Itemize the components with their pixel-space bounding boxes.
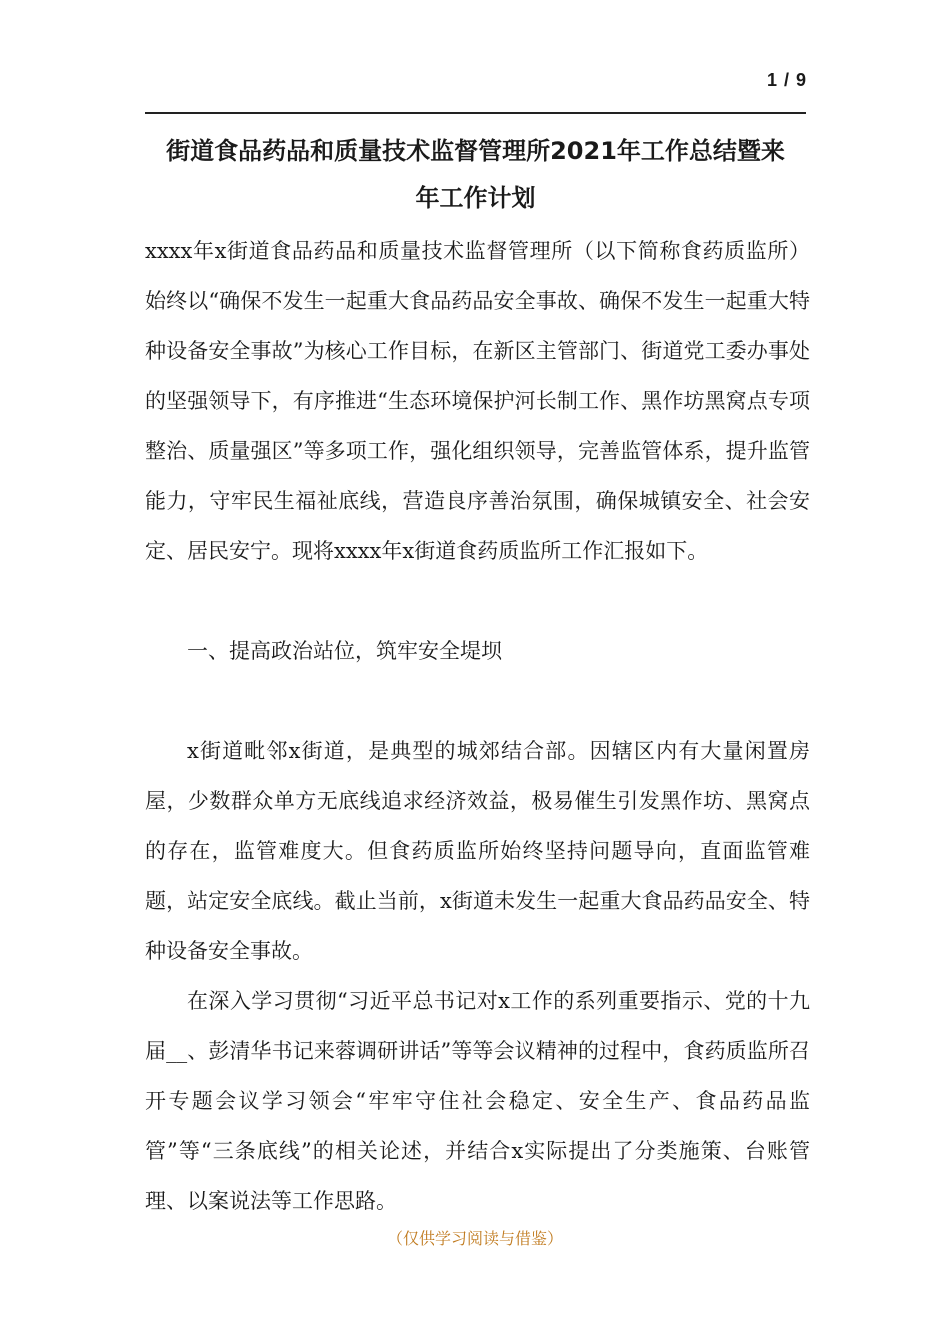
intro-paragraph: xxxx年x街道食品药品和质量技术监督管理所（以下简称食药质监所）始终以“确保不发生一起重大食品药品安全事故、确保不发生一起重大特种设备安全事故”为核心工作目标，在新区主管部门、街道党工委办事处的坚强领导下，有序推进“生态环境保护河长制工作、黑作坊黑窝点专项整治、质量强区”等多项工作，强化组织领导，完善监管体系，提升监管能力，守牢民生福祉底线，营造良序善治氛围，确保城镇安全、社会安定、居民安宁。现将xxxx年x街道食药质监所工作汇报如下。 (145, 239, 810, 563)
section-heading-1: 一、提高政治站位，筑牢安全堤坝 (187, 639, 502, 663)
intro-paragraph-block (145, 226, 810, 576)
section-heading-block (145, 626, 810, 676)
title-line-1: 街道食品药品和质量技术监督管理所2021年工作总结暨来 (166, 137, 785, 165)
paragraph-3: 在深入学习贯彻“习近平总书记对x工作的系列重要指示、党的十九届__、彭清华书记来蓉调研讲话”等等会议精神的过程中，食药质监所召开专题会议学习领会“牢牢守住社会稳定、安全生产、食品药品监管”等“三条底线”的相关论述，并结合x实际提出了分类施策、台账管理、以案说法等工作思路。 (145, 989, 810, 1213)
header-divider (145, 112, 806, 114)
document-title (145, 128, 806, 222)
page-number: 1 / 9 (766, 70, 807, 90)
paragraph-3-block (145, 976, 810, 1226)
paragraph-2-block (145, 726, 810, 976)
paragraph-2: x街道毗邻x街道，是典型的城郊结合部。因辖区内有大量闲置房屋，少数群众单方无底线追求经济效益，极易催生引发黑作坊、黑窝点的存在，监管难度大。但食药质监所始终坚持问题导向，直面监管难题，站定安全底线。截止当前，x街道未发生一起重大食品药品安全、特种设备安全事故。 (145, 739, 810, 963)
footer-note: （仅供学习阅读与借鉴） (386, 1229, 563, 1248)
title-line-2: 年工作计划 (415, 184, 536, 212)
